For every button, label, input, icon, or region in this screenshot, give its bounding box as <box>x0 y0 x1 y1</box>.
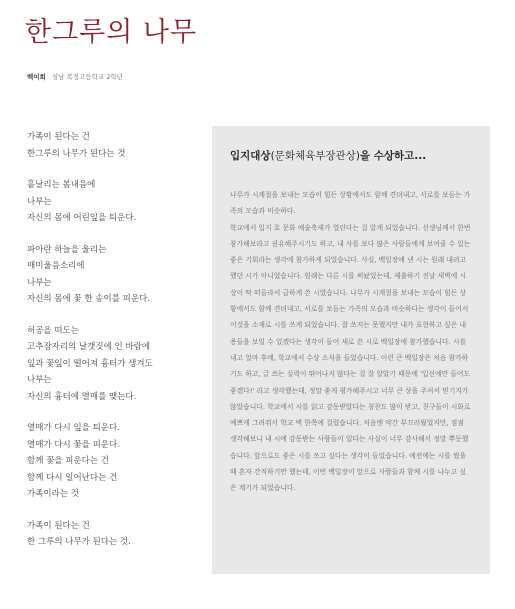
poem-line: 한그루의 나무가 된다는 것 <box>27 148 126 159</box>
author-info <box>27 72 123 81</box>
award-title-paren: (문화체육부장관상) <box>270 150 360 162</box>
poem-line: 가족이 된다는 건 <box>27 520 90 531</box>
poem-line: 흩날리는 봄내음에 <box>27 180 96 190</box>
poem-line: 파아란 하늘을 울리는 <box>27 244 107 255</box>
poem-line: 함께 꽃을 피운다는 건 <box>27 456 110 466</box>
poem-body <box>27 129 202 566</box>
poem-line: 허공을 떠도는 <box>27 325 79 336</box>
poem-line: 한 그루의 나무가 된다는 것. <box>27 537 131 547</box>
poem-line: 고추잠자리의 날갯짓에 인 바람에 <box>27 342 151 352</box>
award-essay-body <box>230 187 472 497</box>
essay-paragraph: 학교에서 입지 호 문화 예술축제가 열린다는 걸 알게 되었습니다. 선생님께서 한번 참가해보라고 권유해주시기도 하고, 내 사를 보다 많은 사람들에게 보여줄 수 있는 좋은 기회라는 생각에 참가하게 되었습니다. 사실, 백일장에 낸 시는 원래 내려고 했던 시가 아니었습니다. 원래는 다른 시를 써놨었는데, 제출하기 전날 새벽에 시상이 딱 떠올라서 급하게 쓴 시였습니다. 나무가 시계절을 보내는 모습이 힘든 상황에서도 함께 견뎌내고, 서로를 보듬는 가족의 모습과 비슷하다는 생각이 들어서 이것을 소재로 시를 쓰게 되었습니다. 잘 쓰지는 못했지만 내가 표현하고 싶은 내용들을 보일 수 있겠다는 생각이 들어 새로 쓴 시로 백일장에 참가했습니다. 시를 내고 얼마 후에, 학교에서 수상 소식을 들었습니다. 이런 큰 백일장은 처음 참가하기도 하고, 글 쓰는 실력이 뛰어나지 않다는 걸 잘 알았기 때문에 '입선에만 들어도 좋겠다!' 라고 생각했는데, 정말 좋게 평가해주시고 너무 큰 상을 주셔서 믿기지가 않았습니다. 학교에서 시를 읽고 감동받았다는 칭찬도 많이 받고, 친구들이 시화로 예쁘게 그려줘서 학교 벽 한쪽에 걸렸습니다. 처음엔 약간 부끄러웠었지만, 점점 생각해보니 내 시에 감동받는 사람들이 있다는 사실이 너무 감사해서 정말 뿌듯했습니다. 앞으로도 좋은 시를 쓰고 싶다는 생각이 들었습니다. 예전에는 시를 썼을 때 혼자 간직하기만 했는데, 이번 백일장이 앞으로 사람들과 함께 시를 나누고 싶은 계기가 되었습니다. <box>230 223 471 493</box>
poem-line: 자신의 몸에 어린잎을 틔운다. <box>27 213 137 223</box>
author-school: 성남 복정고등학교 2학년 <box>51 73 123 81</box>
poem-line: 열매가 다시 꽃을 피운다. <box>27 439 120 450</box>
poem-title: 한그루의 나무 <box>25 17 198 48</box>
award-title-prefix: 입지대상 <box>230 150 271 162</box>
poem-line: 나부는 <box>27 277 52 288</box>
poem-line: 자신의 몸에 꽃 한 송이를 피운다. <box>27 294 150 304</box>
poem-line: 열매가 다시 잎을 틔운다. <box>27 423 120 433</box>
poem-stanza <box>27 420 202 503</box>
poem-line: 잎과 꽃잎이 떨어져 흉터가 생겨도 <box>27 358 153 369</box>
poem-line: 가족이 된다는 건 <box>27 132 90 142</box>
poem-line: 나부는 <box>27 375 52 385</box>
poem-line: 함께 다시 일어난다는 건 <box>27 472 118 483</box>
award-essay-title <box>230 148 472 163</box>
poem-line: 자신의 흉터에 열매를 맺는다. <box>27 391 137 402</box>
essay-paragraph: 나무가 시계절을 보내는 모습이 힘든 상황에서도 함께 견뎌내고, 서로를 보듬는 가족의 모습과 비슷하다. <box>230 191 471 216</box>
author-name: 백이희 <box>27 73 46 81</box>
poem-stanza <box>27 129 202 162</box>
poem-stanza <box>27 323 202 406</box>
award-title-suffix: 을 수상하고... <box>359 150 427 162</box>
award-essay-box <box>212 126 490 574</box>
poem-stanza <box>27 177 202 227</box>
poem-stanza <box>27 242 202 308</box>
poem-line: 가족이라는 것 <box>27 489 79 499</box>
poem-stanza <box>27 518 202 551</box>
poem-line: 매미울음소리에 <box>27 261 85 271</box>
poem-line: 나부는 <box>27 196 52 207</box>
